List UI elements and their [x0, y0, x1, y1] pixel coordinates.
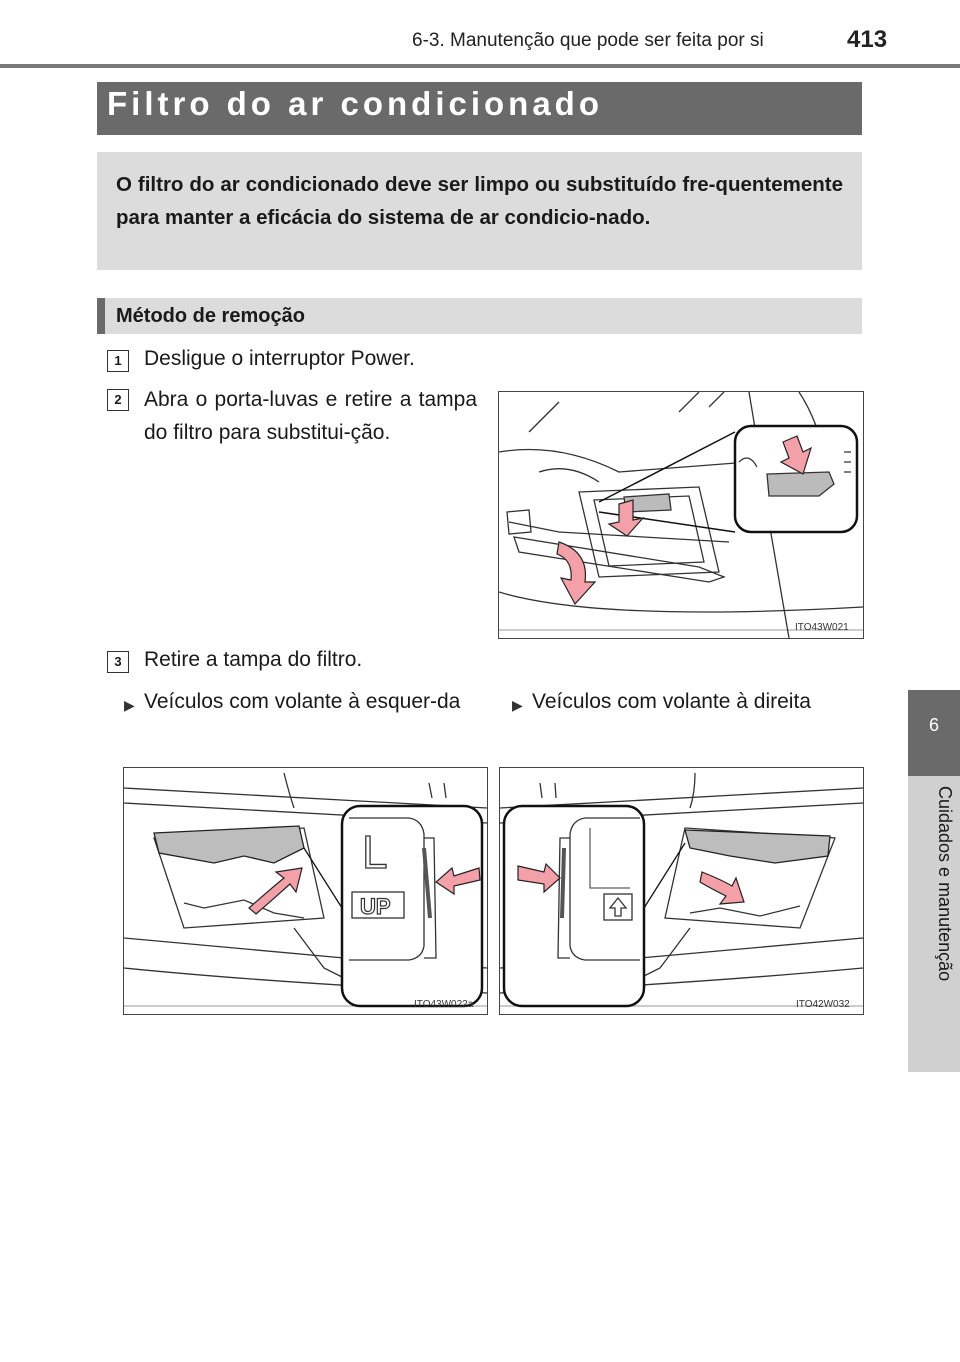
figure-filter-right	[499, 767, 864, 1015]
figure-filter-left	[123, 767, 488, 1015]
figure-code: ITO43W022a	[414, 999, 474, 1010]
subsection-title: Método de remoção	[116, 305, 305, 327]
label-L: L	[362, 826, 388, 878]
intro-text: O filtro do ar condicionado deve ser limpo ou substituído fre-quentemente para manter a eficácia do sistema de ar condicio-nado.	[116, 173, 843, 229]
chapter-number: 6	[928, 715, 939, 735]
header-rule	[0, 64, 960, 68]
label-UP: UP	[360, 894, 391, 919]
step-2-text: Abra o porta-luvas e retire a tampa do filtro para substitui-ção.	[144, 388, 477, 444]
page-number: 413	[847, 26, 888, 53]
step-3-badge: 3	[107, 651, 129, 673]
bullet-icon: ▶	[512, 697, 523, 713]
figure-code: ITO43W021	[795, 622, 849, 633]
filter-cover-right-illustration	[500, 768, 863, 1014]
chapter-label: Cuidados e manutenção	[935, 786, 955, 982]
bullet-icon: ▶	[124, 697, 135, 713]
figure-code: ITO42W032	[796, 999, 850, 1010]
filter-cover-left-illustration	[124, 768, 487, 1014]
subsection-accent	[97, 298, 105, 334]
variant-left-label: Veículos com volante à esquer-da	[144, 690, 461, 713]
step-1-text: Desligue o interruptor Power.	[144, 347, 415, 370]
section-heading: 6-3. Manutenção que pode ser feita por si	[412, 30, 764, 51]
step-2-badge: 2	[107, 389, 129, 411]
step-1-badge: 1	[107, 350, 129, 372]
variant-right-label: Veículos com volante à direita	[532, 690, 811, 713]
step-3-text: Retire a tampa do filtro.	[144, 648, 363, 671]
page-title: Filtro do ar condicionado	[107, 85, 603, 122]
figure-glovebox	[498, 391, 864, 639]
glovebox-illustration	[499, 392, 863, 638]
